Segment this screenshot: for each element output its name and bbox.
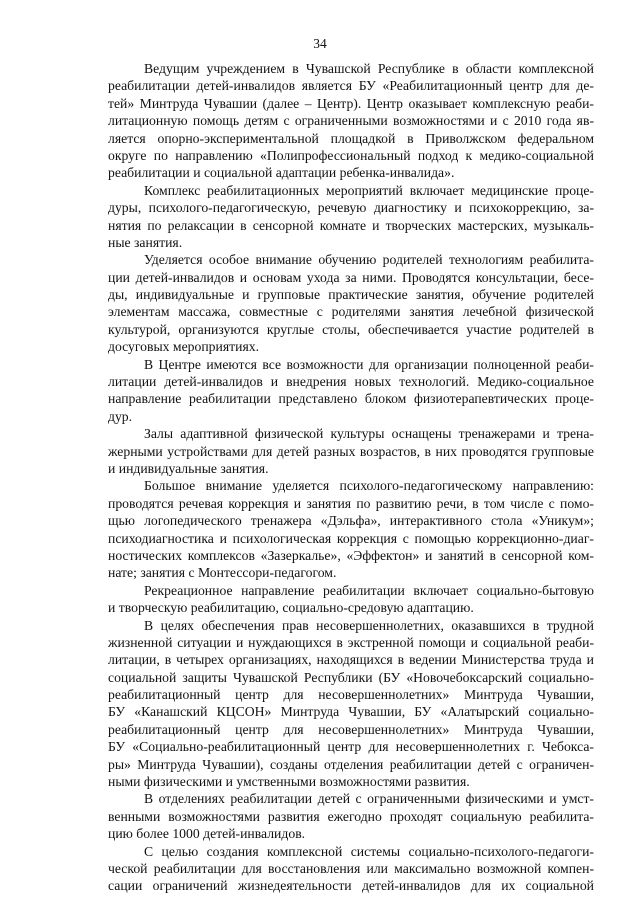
document-body [108,60,594,895]
text-line: С целью создания комплексной системы социально-психолого-педагоги- [144,843,594,859]
text-line: ды, индивидуальные и групповые практические занятия, обучение родителей [108,287,594,303]
paragraph [108,617,594,791]
text-line: В целях обеспечения прав несовершеннолетних, оказавшихся в трудной [144,617,594,633]
text-line: реабилитации и социальной адаптации ребенка-инвалида». [108,165,455,181]
text-line: ностических комплексов «Зазеркалье», «Эффектон» и занятий в сенсорной ком- [108,547,594,563]
paragraph [108,843,594,895]
text-line: БУ «Социально-реабилитационный центр для несовершеннолетних г. Чебокса- [108,739,594,755]
text-line: элементам массажа, совместные с родителями занятия лечебной физической [108,304,594,320]
text-line: сации ограничений жизнедеятельности детей-инвалидов для их социальной [108,878,594,894]
text-line: Уделяется особое внимание обучению родителей технологиям реабилита- [144,252,594,268]
text-line: Рекреационное направление реабилитации включает социально-бытовую [144,582,594,598]
text-line: В Центре имеются все возможности для организации полноценной реаби- [144,356,594,372]
text-line: литации детей-инвалидов и внедрения новых технологий. Медико-социальное [108,374,594,390]
paragraph [108,182,594,252]
text-line: жерными устройствами для детей разных возрастов, в них проводятся групповые [108,443,594,459]
text-line: нате; занятия с Монтессори-педагогом. [108,565,337,581]
text-line: досуговых мероприятиях. [108,339,260,355]
text-line: тей» Минтруда Чувашии (далее – Центр). Центр оказывает комплексную реаби- [108,95,594,111]
text-line: культурой, организуются круглые столы, обеспечивается участие родителей в [108,321,594,337]
text-line: дуры, психолого-педагогическую, речевую диагностику и психокоррекцию, за- [108,200,594,216]
paragraph [108,425,594,477]
text-line: психодиагностика и психологическая коррекция с помощью коррекционно-диаг- [108,530,594,546]
text-line: литационную помощь детям с ограниченными возможностями и с 2010 года яв- [108,113,594,129]
page-number: 34 [313,36,327,51]
paragraph [108,790,594,842]
text-line: ными физическими и умственными возможностями развития. [108,774,470,790]
text-line: ляется опорно-экспериментальной площадкой в Приволжском федеральном [108,130,594,146]
text-line: БУ «Канашский КЦСОН» Минтруда Чувашии, БУ «Алатырский социально- [108,704,594,720]
text-line: дур. [108,408,133,424]
text-line: Комплекс реабилитационных мероприятий включает медицинские проце- [144,182,594,198]
text-line: округе по направлению «Полипрофессиональный подход к медико-социальной [108,147,594,163]
text-line: реабилитационный центр для несовершеннолетних» Минтруда Чувашии, [108,687,594,703]
text-line: щью логопедического тренажера «Дэльфа», интерактивного стола «Уникум»; [108,513,594,529]
paragraph [108,251,594,355]
text-line: проводятся речевая коррекция и занятия по развитию речи, в том числе с помо- [108,495,594,511]
text-line: социальной защиты Чувашской Республики (БУ «Новочебоксарский социально- [108,669,594,685]
text-line: реабилитации детей-инвалидов является БУ «Реабилитационный центр для де- [108,78,594,94]
text-line: Большое внимание уделяется психолого-педагогическому направлению: [144,478,594,494]
text-line: и индивидуальные занятия. [108,460,269,476]
text-line: венными возможностями развития ежегодно проходят социальную реабилита- [108,808,594,824]
paragraph [108,356,594,426]
paragraph [108,582,594,617]
text-line: ческой реабилитации для восстановления или максимально возможной компен- [108,860,594,876]
text-line: В отделениях реабилитации детей с ограниченными физическими и умст- [144,791,594,807]
text-line: цию более 1000 детей-инвалидов. [108,826,306,842]
text-line: ные занятия. [108,234,183,250]
text-line: ции детей-инвалидов и основам ухода за ними. Проводятся консультации, бесе- [108,269,594,285]
text-line: реабилитационный центр для несовершеннолетних» Минтруда Чувашии, [108,721,594,737]
text-line: литации, в четырех организациях, находящихся в ведении Министерства труда и [108,652,594,668]
text-line: Ведущим учреждением в Чувашской Республике в области комплексной [144,61,594,76]
text-line: и творческую реабилитацию, социально-средовую адаптацию. [108,600,474,616]
text-line: направление реабилитации представлено блоком физиотерапевтических проце- [108,391,594,407]
text-line: жизненной ситуации и нуждающихся в экстренной помощи и социальной реаби- [108,634,594,650]
text-line: ры» Минтруда Чувашии), созданы отделения реабилитации детей с ограничен- [108,756,594,772]
text-line: нятия по релаксации в сенсорной комнате и творческих мастерских, музыкаль- [108,217,594,233]
paragraph [108,60,594,182]
text-line: Залы адаптивной физической культуры оснащены тренажерами и трена- [144,426,594,442]
paragraph [108,477,594,581]
